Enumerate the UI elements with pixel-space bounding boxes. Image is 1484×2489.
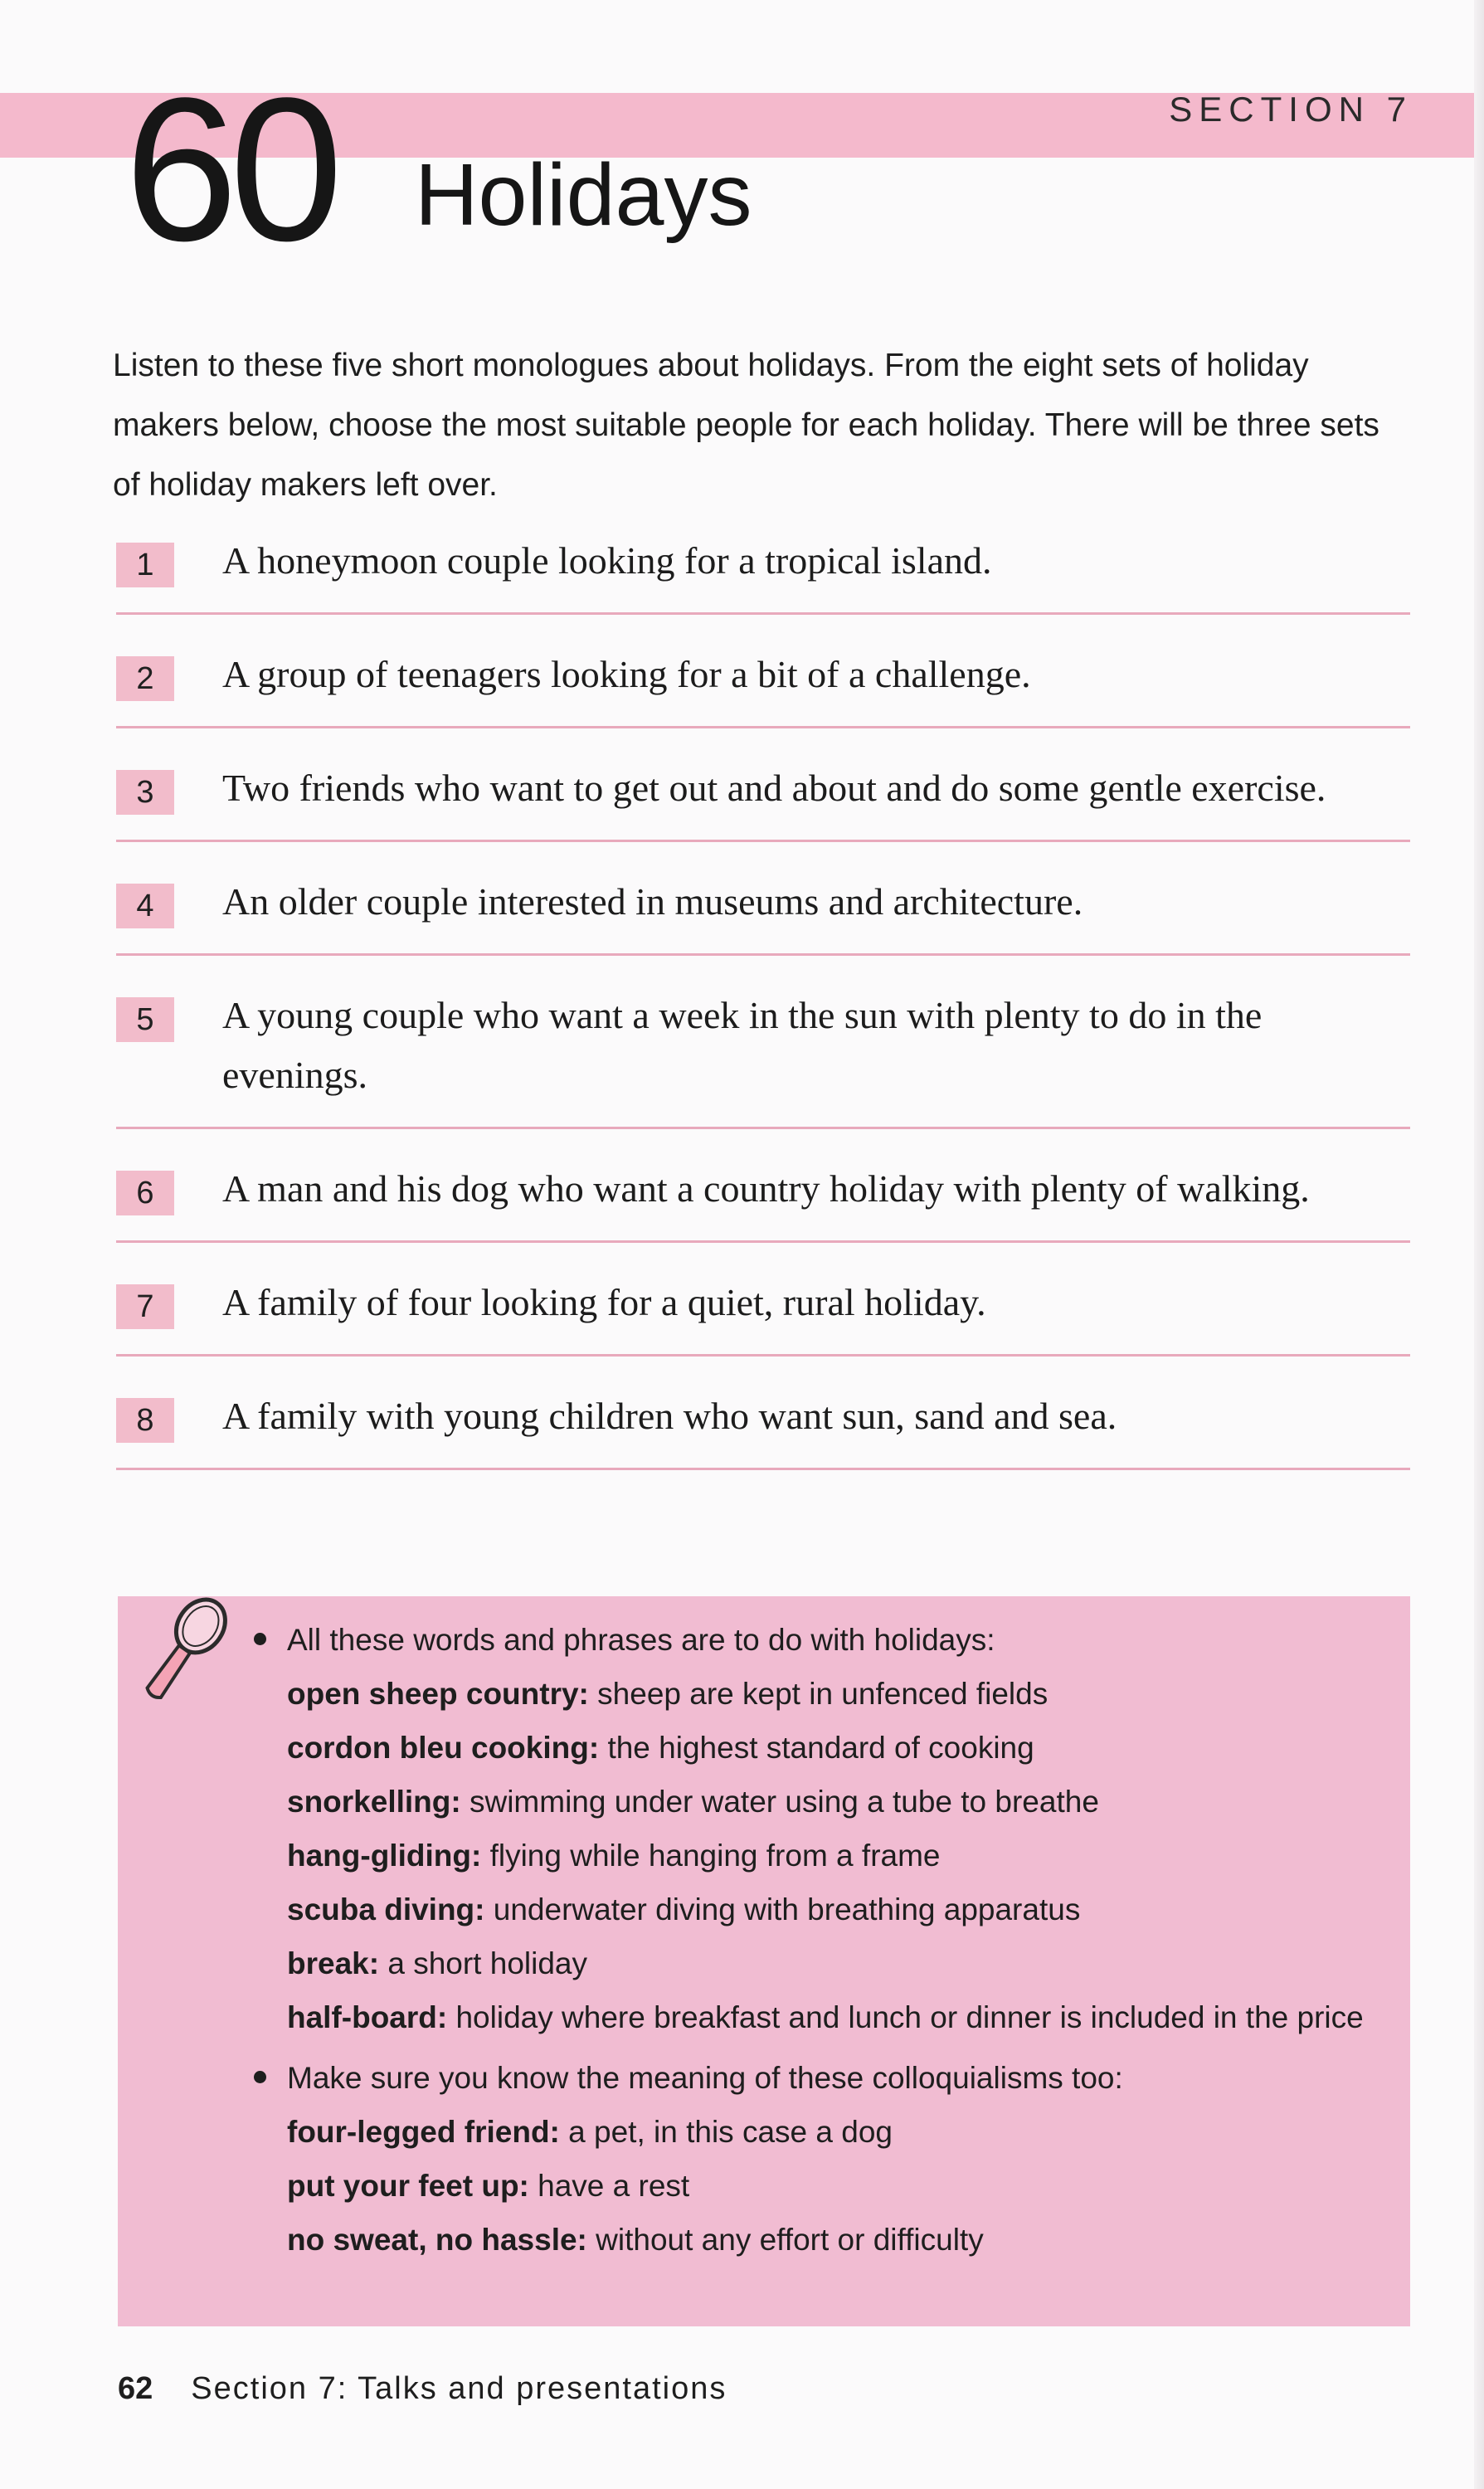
list-item	[116, 1258, 1410, 1357]
glossary-item	[287, 1721, 1395, 1775]
item-text: A honeymoon couple looking for a tropical island.	[222, 539, 992, 582]
glossary-definition: holiday where breakfast and lunch or dinner is included in the price	[455, 2000, 1364, 2034]
glossary-definition: the highest standard of cooking	[607, 1731, 1034, 1765]
list-item	[116, 630, 1410, 728]
glossary-item	[287, 1883, 1395, 1936]
glossary-term: hang-gliding:	[287, 1839, 482, 1873]
bullet-icon	[254, 2071, 266, 2083]
colloquialisms-heading-text: Make sure you know the meaning of these colloquialisms too:	[287, 2061, 1123, 2095]
glossary-item	[287, 2159, 1395, 2213]
glossary-term: no sweat, no hassle:	[287, 2223, 587, 2257]
glossary-term: snorkelling:	[287, 1785, 461, 1819]
glossary-definition: sheep are kept in unfenced fields	[597, 1677, 1049, 1711]
glossary-term: cordon bleu cooking:	[287, 1731, 600, 1765]
glossary-term: put your feet up:	[287, 2169, 529, 2203]
glossary-term: four-legged friend:	[287, 2115, 560, 2149]
vocabulary-list	[251, 1667, 1395, 2044]
item-text: A man and his dog who want a country holiday with plenty of walking.	[222, 1167, 1310, 1210]
glossary-item	[287, 2213, 1395, 2267]
glossary-term: open sheep country:	[287, 1677, 589, 1711]
list-item	[116, 1371, 1410, 1470]
glossary-item	[287, 1990, 1395, 2044]
item-text: A family with young children who want sun, sand and sea.	[222, 1395, 1117, 1437]
item-number: 4	[116, 884, 174, 928]
item-number: 2	[116, 656, 174, 701]
list-item	[116, 743, 1410, 842]
list-item	[116, 516, 1410, 615]
glossary-definition: flying while hanging from a frame	[489, 1839, 941, 1873]
colloquialisms-block	[251, 2051, 1395, 2267]
section-label: SECTION 7	[1169, 90, 1413, 129]
glossary-item	[287, 1775, 1395, 1829]
glossary-definition: swimming under water using a tube to breathe	[469, 1785, 1099, 1819]
glossary-item	[287, 1936, 1395, 1990]
item-text: A family of four looking for a quiet, rural holiday.	[222, 1281, 986, 1323]
vocabulary-heading	[251, 1613, 1395, 1667]
colloquialisms-heading	[251, 2051, 1395, 2105]
glossary-definition: without any effort or difficulty	[596, 2223, 984, 2257]
item-number: 1	[116, 543, 174, 587]
item-number: 6	[116, 1171, 174, 1215]
item-number: 7	[116, 1284, 174, 1329]
magnifying-glass-icon	[123, 1586, 247, 1711]
list-item	[116, 971, 1410, 1129]
colloquialisms-list	[251, 2105, 1395, 2267]
footer-title: Section 7: Talks and presentations	[191, 2371, 727, 2406]
item-text: A young couple who want a week in the sun with plenty to do in the evenings.	[222, 994, 1263, 1096]
glossary-term: break:	[287, 1946, 380, 1980]
item-number: 3	[116, 770, 174, 815]
tip-list	[251, 1613, 1395, 2267]
glossary-item	[287, 1829, 1395, 1883]
glossary-term: half-board:	[287, 2000, 448, 2034]
item-number: 5	[116, 997, 174, 1042]
list-item	[116, 1144, 1410, 1243]
glossary-term: scuba diving:	[287, 1892, 485, 1926]
holiday-maker-list	[116, 516, 1410, 1470]
item-number: 8	[116, 1398, 174, 1443]
list-item	[116, 857, 1410, 956]
glossary-item	[287, 1667, 1395, 1721]
unit-number: 60	[124, 56, 335, 284]
instructions: Listen to these five short monologues about holidays. From the eight sets of holiday makers below, choose the most suitable people for each holiday. There will be three sets of holiday makers left over.	[113, 348, 1379, 503]
page-title: Holidays	[415, 146, 752, 244]
glossary-item	[287, 2105, 1395, 2159]
page-footer	[118, 2371, 727, 2407]
page-edge	[1474, 0, 1484, 2489]
item-text: Two friends who want to get out and about and do some gentle exercise.	[222, 767, 1326, 809]
glossary-definition: a short holiday	[387, 1946, 587, 1980]
page-number: 62	[118, 2371, 153, 2406]
item-text: An older couple interested in museums and architecture.	[222, 880, 1083, 923]
bullet-icon	[254, 1633, 266, 1645]
vocabulary-heading-text: All these words and phrases are to do with holidays:	[287, 1623, 995, 1657]
item-text: A group of teenagers looking for a bit of a challenge.	[222, 653, 1031, 695]
glossary-definition: have a rest	[538, 2169, 690, 2203]
vocabulary-block	[251, 1613, 1395, 2044]
glossary-definition: a pet, in this case a dog	[568, 2115, 893, 2149]
glossary-definition: underwater diving with breathing apparatus	[493, 1892, 1081, 1926]
